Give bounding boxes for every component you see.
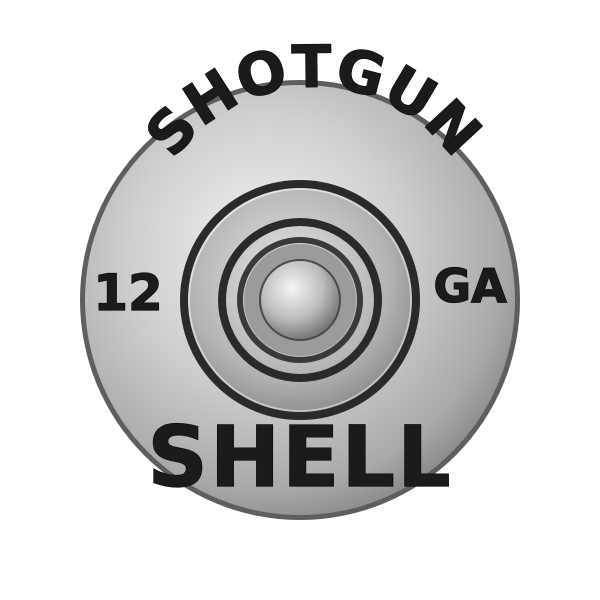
primer-dome [260,260,340,340]
gauge-unit: GA [433,259,507,313]
shell-text: SHELL [147,408,453,506]
shotgun-arc-path-text: SHOTGUN [132,32,496,170]
gauge-number: 12 [93,264,163,322]
